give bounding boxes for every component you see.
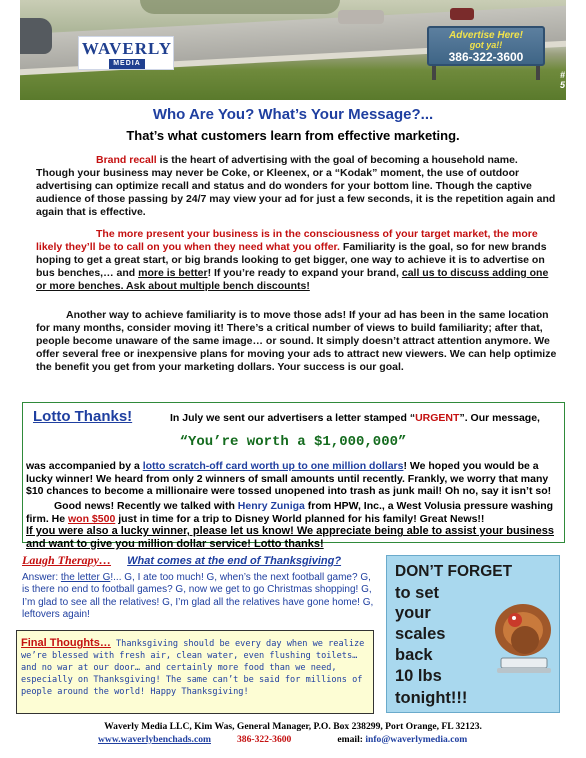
footer-phone: 386-322-3600	[237, 734, 292, 745]
answer-rest: !... G, I ate too much! G, when’s the next football game? G, is there no end to football games? G, now we get to go Christmas shopping! G, I’m glad to see all the relatives! G, I’m glad all the relatives have gone home! G, leftovers again!	[22, 572, 374, 621]
lotto-intro-2: ”. Our message,	[459, 412, 540, 424]
brand-recall-lead: Brand recall	[96, 154, 157, 166]
final-thoughts-body: Thanksgiving should be every day when we realize we’re blessed with fresh air, clean water, even flushing toilets…and no war at our door… and certainly more food than we need, especially on Thanksgiving! The same can’t be said for millions of people around the world! Happy Thanksgiving!	[21, 639, 365, 697]
bench-ad-sign	[427, 26, 545, 66]
car-right	[450, 8, 474, 20]
bench-legs	[432, 66, 540, 80]
page-title-part2: Are You? What’s Your Message?...	[188, 106, 434, 123]
poster-line-6: 10 lbs	[395, 667, 442, 685]
lotto-body	[26, 460, 562, 498]
lotto-intro	[170, 412, 540, 424]
car-left	[20, 18, 52, 54]
brand-recall-text: is the heart of advertising with the goal of becoming a household name. Though your business may never be Coke, or Kleenex, or a “Kodak” moment, the use of outdoor advertising can optimize recall and status and do wonders for your bottom line. Though the captive audience of those passing by 24/7 may view your ad for just a few seconds, it is the repetition again and again that is effective.	[36, 154, 556, 218]
laugh-therapy-heading	[22, 553, 341, 568]
lotto-card-link[interactable]: lotto scratch-off card worth up to one million dollars	[142, 460, 404, 472]
paragraph-move-ads	[36, 309, 558, 374]
lotto-thanks-box	[22, 402, 565, 550]
issue-number: # 5	[560, 70, 566, 90]
footer-email-link[interactable]: info@waverlymedia.com	[365, 734, 468, 745]
move-ads-text: Another way to achieve familiarity is to move those ads! If your ad has been in the same location for many months, consider moving it! There’s a critical number of views to build familiarity; after that, people become unaware of the same image… or sound. It simply doesn’t attract attention anymore. We offer several free or inexpensive plans for moving your ads to attract new viewers. We can help optimize the benefit you get from your marketing dollars. Your success is our goal.	[36, 309, 557, 373]
final-thoughts-title: Final Thoughts…	[21, 637, 111, 649]
lotto-body-2: ! We hoped you would be a lucky winner! We heard from only 2 winners of small amounts until recently. Frankly, we worry that many $10 chances to become a millionaire were tossed unopened into trash as junk mail! Oh no, say it isn’t so!	[26, 460, 552, 498]
presence-red-text: The more present your business is in the consciousness of your target market, the more likely they’ll be to call on you when they need what you offer.	[36, 228, 538, 253]
bench-ad-tagline: got ya!!	[469, 40, 503, 50]
logo-sub: MEDIA	[109, 59, 145, 69]
footer-website-link[interactable]: www.waverlybenchads.com	[98, 734, 211, 745]
presence-text-1: Familiarity is the goal, so for new brands hoping to get a great start, or big brands looking to get bigger, one way to achieve it is to advertise on bus benches,… and	[36, 240, 547, 279]
bench-ad-phone: 386-322-3600	[448, 50, 524, 64]
poster-line-2: to set	[395, 584, 440, 602]
paragraph-brand-recall	[36, 154, 558, 219]
lotto-title: Lotto Thanks!	[33, 408, 133, 425]
poster-line-5: back	[395, 646, 433, 664]
urgent-stamp: URGENT	[415, 412, 460, 424]
laugh-question: What comes at the end of Thanksgiving?	[127, 555, 342, 567]
lotto-news	[26, 500, 562, 550]
poster-line-1: DON’T FORGET	[395, 563, 513, 580]
logo-word: WAVERLY	[81, 39, 173, 58]
paragraph-presence	[36, 228, 558, 293]
car-mid	[338, 10, 384, 24]
tree-line	[140, 0, 340, 14]
won-amount: won $500	[68, 512, 116, 525]
lotto-news-2: from HPW, Inc., a West Volusia pressure washing firm. He	[26, 500, 554, 525]
poster-line-3: your	[395, 604, 431, 622]
laugh-therapy-body	[22, 572, 374, 622]
footer-address: Waverly Media LLC, Kim Was, General Manager, P.O. Box 238299, Port Orange, FL 32123.	[104, 721, 482, 732]
lotto-quote: “You’re worth a $1,000,000”	[179, 434, 407, 450]
laugh-therapy-title: Laugh Therapy…	[22, 553, 112, 567]
waverly-logo	[78, 36, 174, 70]
poster-line-4: scales	[395, 625, 446, 643]
winner-name: Henry Zuniga	[237, 500, 305, 512]
final-thoughts-box	[16, 630, 374, 714]
more-is-better: more is better	[138, 266, 208, 279]
lotto-news-1: Good news! Recently we talked with	[54, 500, 238, 512]
footer-email-label: email:	[337, 734, 366, 745]
answer-link: the letter G	[60, 572, 111, 583]
page-subtitle: That’s what customers learn from effective marketing.	[126, 128, 460, 143]
page-title	[0, 106, 586, 123]
presence-text-2: ! If you’re ready to expand your brand,	[207, 266, 402, 279]
lotto-body-1: was accompanied by a	[26, 460, 143, 472]
final-thoughts-text	[21, 637, 371, 698]
lotto-intro-1: In July we sent our advertisers a letter stamped “	[170, 412, 416, 424]
answer-label: Answer:	[22, 572, 61, 583]
poster-line-7: tonight!!!	[395, 689, 468, 707]
turkey-on-scale-icon	[487, 596, 557, 676]
lotto-news-3: just in time for a trip to Disney World planned for his family! Great News!!	[115, 512, 485, 525]
page-title-part1: Who	[152, 106, 189, 123]
call-to-action-link[interactable]: call us to discuss adding one or more benches. Ask about multiple bench discounts!	[36, 266, 549, 292]
footer-contact	[98, 734, 467, 745]
lotto-ask: If you were also a lucky winner, please let us know! We appreciate being able to assist your business and want to give you million dollar service! Lotto thanks!	[26, 525, 554, 550]
header-photo	[20, 0, 566, 100]
dont-forget-poster	[386, 555, 560, 713]
bench-ad-headline: Advertise Here!	[449, 30, 523, 41]
